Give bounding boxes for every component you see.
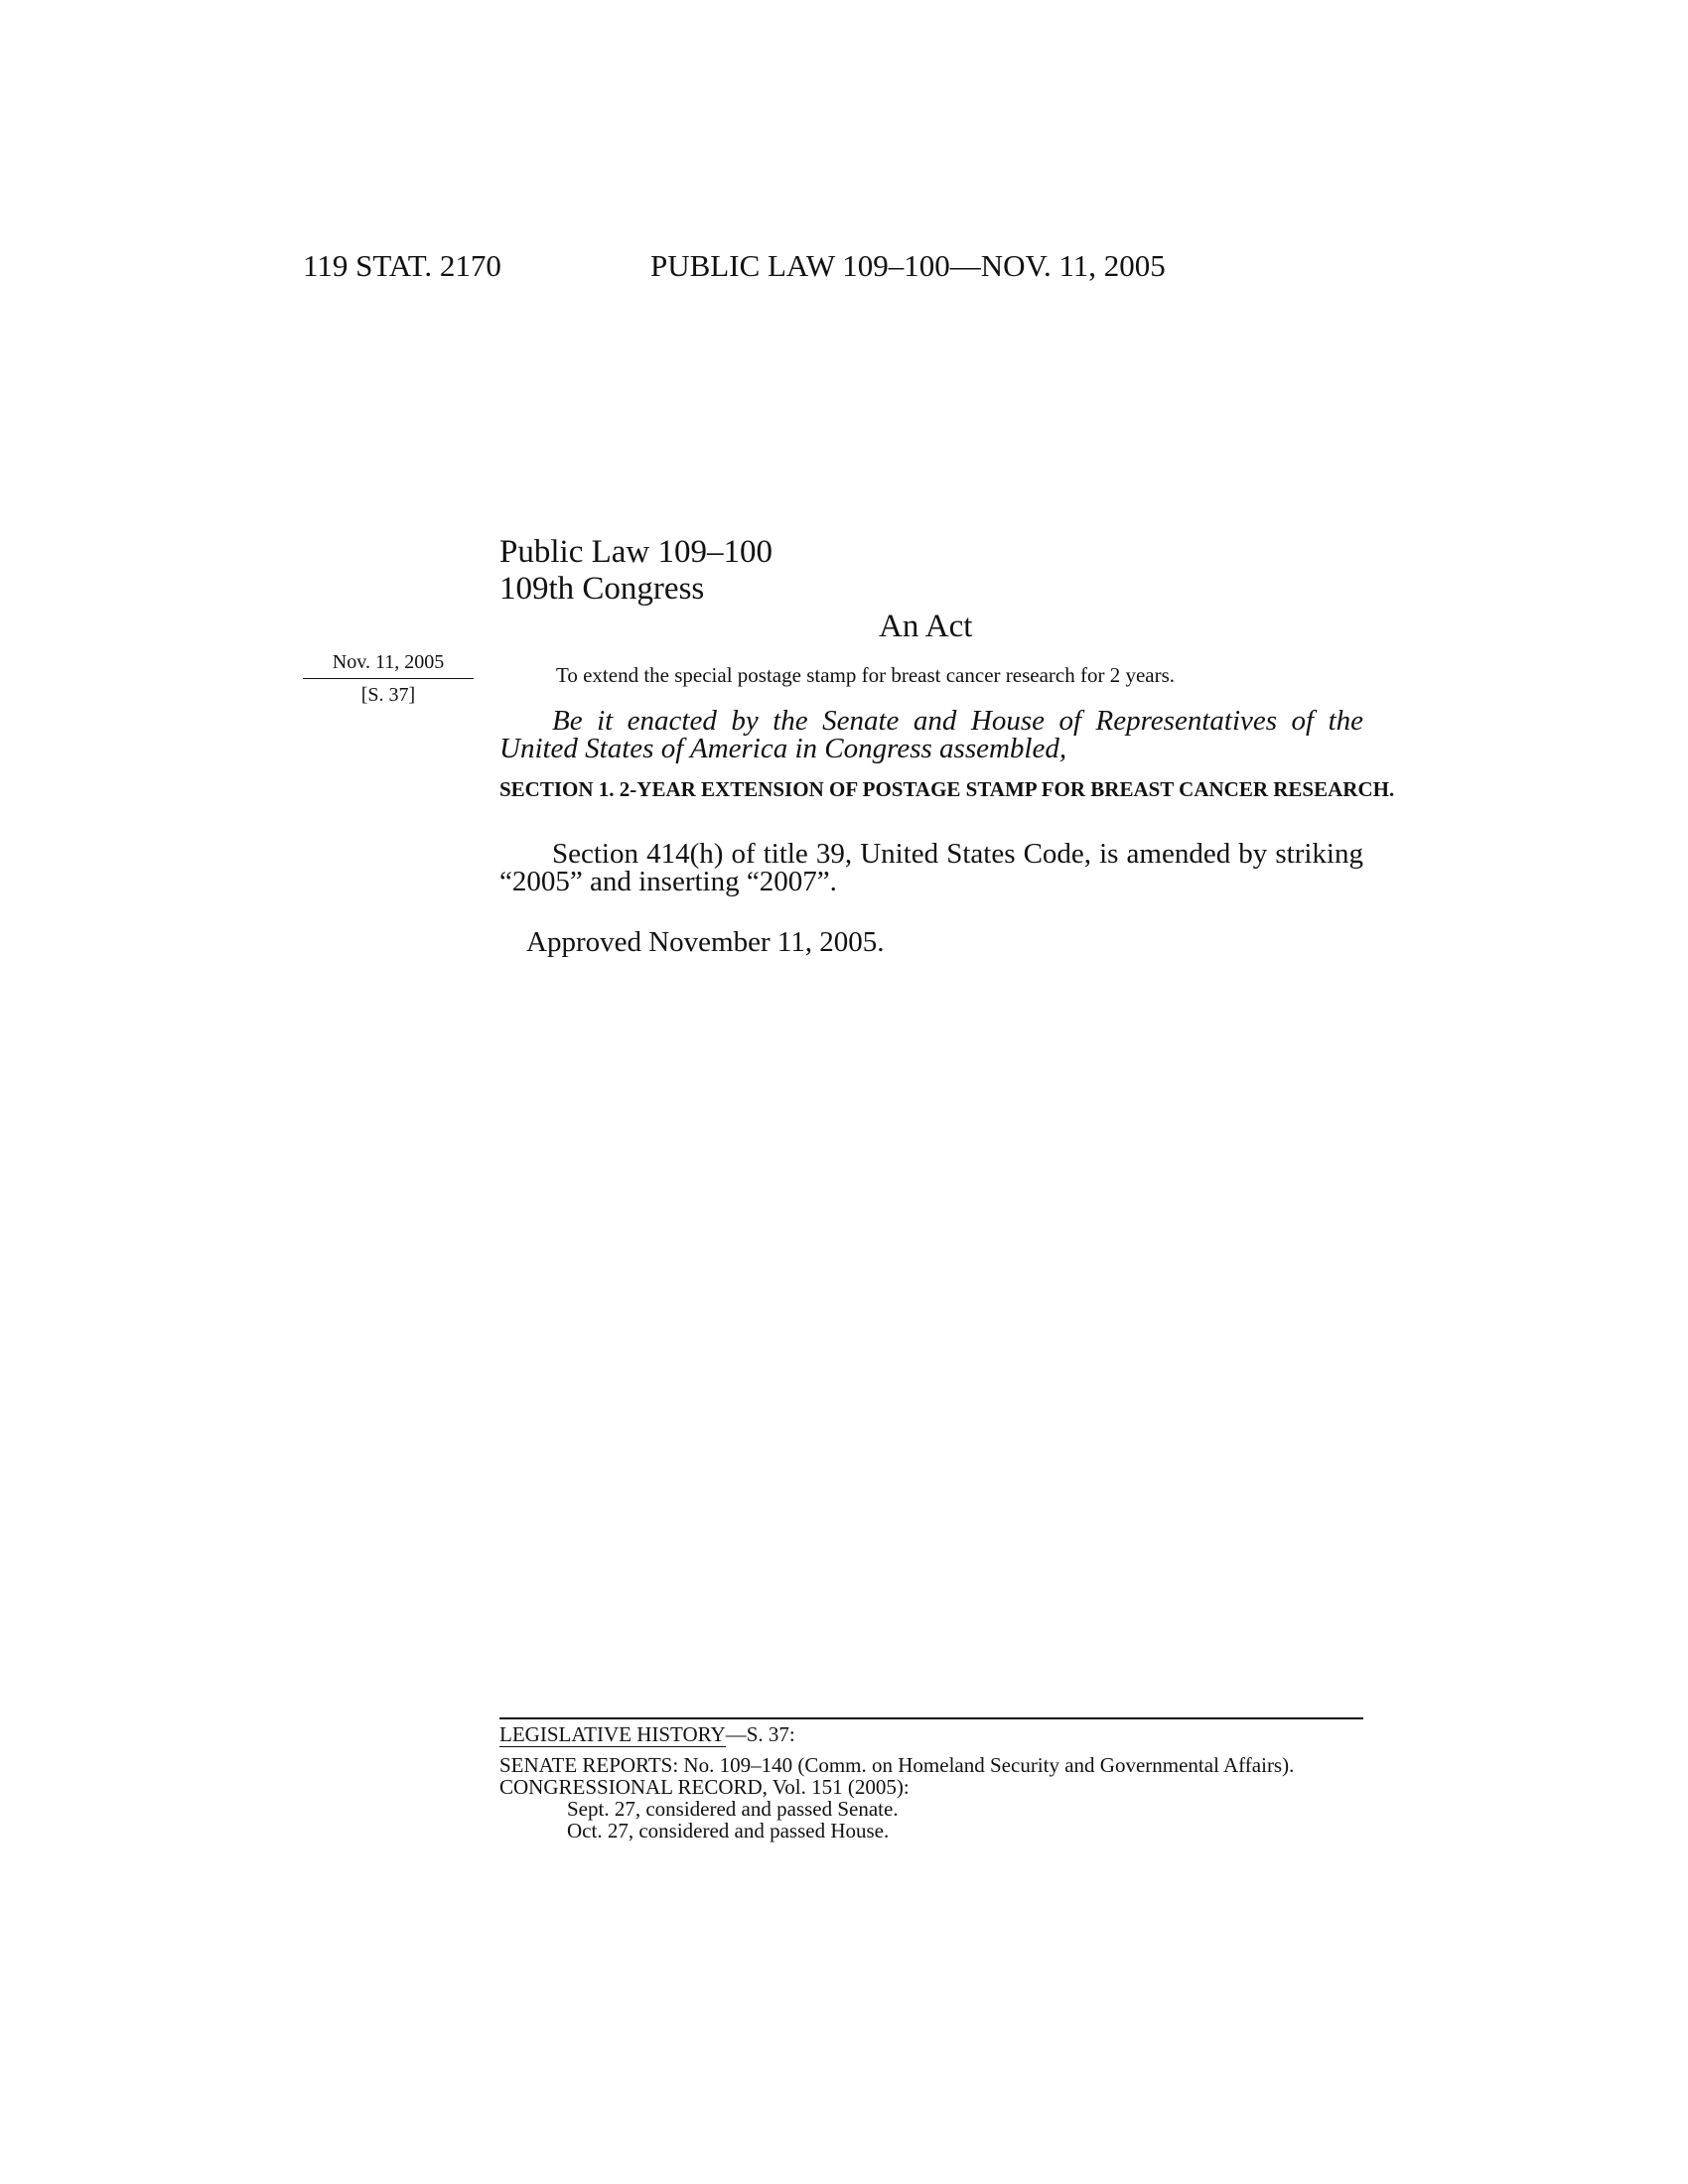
statute-page-number: 119 STAT. 2170 bbox=[303, 248, 501, 283]
margin-note bbox=[303, 650, 474, 707]
section-text: Section 414(h) of title 39, United States Code, is amended by striking “2005” and inserting “2007”. bbox=[499, 838, 1363, 897]
history-action: Oct. 27, considered and passed House. bbox=[567, 1819, 890, 1843]
margin-note-bill: [S. 37] bbox=[360, 684, 416, 706]
congressional-record: CONGRESSIONAL RECORD, Vol. 151 (2005): bbox=[499, 1775, 910, 1799]
legislative-history-title bbox=[499, 1723, 795, 1745]
section-heading: SECTION 1. 2-YEAR EXTENSION OF POSTAGE STAMP FOR BREAST CANCER RESEARCH. bbox=[499, 777, 1395, 801]
margin-note-date: Nov. 11, 2005 bbox=[303, 650, 474, 679]
purpose-line: To extend the special postage stamp for breast cancer research for 2 years. bbox=[556, 663, 1175, 687]
legislative-history-bill: —S. 37: bbox=[725, 1722, 795, 1746]
legislative-history bbox=[499, 1723, 1363, 1842]
running-head bbox=[303, 248, 1296, 288]
congress-number: 109th Congress bbox=[499, 571, 705, 607]
history-action: Sept. 27, considered and passed Senate. bbox=[567, 1797, 899, 1821]
law-title-block bbox=[499, 534, 773, 608]
approval-line: Approved November 11, 2005. bbox=[526, 926, 885, 958]
footer-divider bbox=[499, 1717, 1363, 1719]
senate-reports: SENATE REPORTS: No. 109–140 (Comm. on Homeland Security and Governmental Affairs). bbox=[499, 1753, 1295, 1777]
public-law-number: Public Law 109–100 bbox=[499, 534, 773, 570]
legislative-history-label: LEGISLATIVE HISTORY bbox=[499, 1722, 726, 1746]
act-heading: An Act bbox=[879, 609, 973, 644]
running-head-law-title: PUBLIC LAW 109–100—NOV. 11, 2005 bbox=[650, 248, 1166, 283]
enacting-clause: Be it enacted by the Senate and House of Representatives of the United States of America in Congress assembled, bbox=[499, 705, 1363, 764]
